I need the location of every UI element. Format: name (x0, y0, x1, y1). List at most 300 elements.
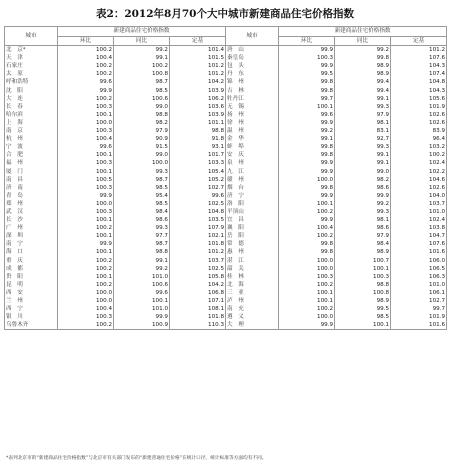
base-cell: 100.2 (391, 151, 447, 159)
mom-cell: 100.3 (58, 208, 114, 216)
yoy-cell: 100.1 (335, 265, 391, 273)
base-cell: 104.2 (170, 78, 226, 86)
yoy-cell: 98.5 (114, 200, 170, 208)
city-cell: 宜 昌 (226, 216, 279, 224)
city-cell: 南 昌 (5, 176, 58, 184)
mom-cell: 100.1 (58, 168, 114, 176)
city-cell: 海 口 (5, 248, 58, 256)
yoy-cell: 99.0 (114, 103, 170, 111)
yoy-cell: 99.8 (335, 54, 391, 62)
yoy-cell: 98.7 (114, 240, 170, 248)
mom-cell: 100.0 (279, 176, 335, 184)
yoy-cell: 99.2 (114, 265, 170, 273)
mom-cell: 99.9 (58, 240, 114, 248)
base-cell: 101.6 (391, 248, 447, 256)
price-index-table (4, 26, 447, 330)
base-cell: 99.7 (391, 305, 447, 313)
yoy-cell: 99.1 (335, 95, 391, 103)
mom-cell: 99.6 (279, 111, 335, 119)
yoy-cell: 98.5 (114, 184, 170, 192)
table-row (5, 257, 447, 265)
base-cell: 106.2 (170, 95, 226, 103)
yoy-cell: 92.7 (335, 135, 391, 143)
base-cell: 91.8 (170, 135, 226, 143)
yoy-cell: 99.1 (114, 54, 170, 62)
col-header-mom-left: 环比 (58, 37, 114, 46)
base-cell: 105.8 (170, 273, 226, 281)
yoy-cell: 98.4 (114, 208, 170, 216)
city-cell: 襄 阳 (226, 224, 279, 232)
city-cell: 九 江 (226, 168, 279, 176)
base-cell: 101.5 (170, 54, 226, 62)
yoy-cell: 100.0 (114, 159, 170, 167)
city-cell: 深 圳 (5, 232, 58, 240)
yoy-cell: 98.9 (335, 297, 391, 305)
base-cell: 108.1 (170, 305, 226, 313)
yoy-cell: 99.1 (335, 151, 391, 159)
yoy-cell: 100.8 (335, 289, 391, 297)
yoy-cell: 97.7 (114, 232, 170, 240)
yoy-cell: 95.4 (114, 192, 170, 200)
yoy-cell: 98.7 (114, 176, 170, 184)
yoy-cell: 91.5 (114, 143, 170, 151)
city-cell: 大 连 (5, 95, 58, 103)
mom-cell: 100.0 (58, 119, 114, 127)
city-cell: 厦 门 (5, 168, 58, 176)
mom-cell: 100.3 (58, 313, 114, 321)
mom-cell: 99.9 (279, 216, 335, 224)
city-cell: 无 锡 (226, 103, 279, 111)
base-cell: 104.8 (170, 208, 226, 216)
city-cell: 天 津 (5, 54, 58, 62)
mom-cell: 100.3 (58, 103, 114, 111)
base-cell: 96.4 (391, 135, 447, 143)
mom-cell: 99.9 (279, 192, 335, 200)
yoy-cell: 100.9 (114, 321, 170, 330)
base-cell: 101.0 (391, 281, 447, 289)
mom-cell: 100.2 (58, 46, 114, 55)
yoy-cell: 98.7 (114, 78, 170, 86)
base-cell: 98.8 (170, 127, 226, 135)
base-cell: 103.6 (170, 103, 226, 111)
city-cell: 昆 明 (5, 281, 58, 289)
mom-cell: 99.6 (58, 78, 114, 86)
base-cell: 107.6 (391, 240, 447, 248)
city-cell: 乌鲁木齐 (5, 321, 58, 330)
table-row (5, 103, 447, 111)
table-row (5, 62, 447, 70)
mom-cell: 100.3 (58, 159, 114, 167)
yoy-cell: 97.9 (114, 127, 170, 135)
table-row (5, 313, 447, 321)
table-title: 表2：2012年8月70个大中城市新建商品住宅价格指数 (96, 8, 354, 20)
base-cell: 103.7 (391, 200, 447, 208)
base-cell: 102.4 (391, 216, 447, 224)
table-body (5, 46, 447, 330)
yoy-cell: 97.9 (335, 232, 391, 240)
table-row (5, 208, 447, 216)
base-cell: 102.4 (391, 159, 447, 167)
mom-cell: 100.1 (279, 103, 335, 111)
yoy-cell: 98.1 (335, 119, 391, 127)
footnote: *表列北京市的“新建商品住宅价格指数”与北京市有关部门发布的“新建普通住宅价格”在统计口径、统计标准等方面均有不同。 (6, 456, 267, 461)
city-cell: 惠 州 (226, 248, 279, 256)
yoy-cell: 99.0 (114, 151, 170, 159)
yoy-cell: 99.3 (114, 168, 170, 176)
yoy-cell: 98.4 (335, 240, 391, 248)
mom-cell: 100.0 (279, 257, 335, 265)
base-cell: 107.4 (391, 70, 447, 78)
yoy-cell: 100.7 (335, 257, 391, 265)
city-cell: 宁 波 (5, 143, 58, 151)
city-cell: 西 宁 (5, 305, 58, 313)
city-header-left: 城市 (5, 27, 58, 46)
yoy-cell: 83.1 (335, 127, 391, 135)
table-row (5, 168, 447, 176)
table-row (5, 289, 447, 297)
col-header-yoy-right: 同比 (335, 37, 391, 46)
mom-cell: 100.1 (58, 248, 114, 256)
base-cell: 93.1 (170, 143, 226, 151)
city-cell: 北 海 (226, 281, 279, 289)
table-row (5, 200, 447, 208)
city-cell: 三 亚 (226, 289, 279, 297)
table-row (5, 151, 447, 159)
mom-cell: 99.9 (58, 192, 114, 200)
mom-cell: 100.1 (279, 200, 335, 208)
yoy-cell: 99.4 (335, 78, 391, 86)
city-cell: 常 德 (226, 240, 279, 248)
city-cell: 呼和浩特 (5, 78, 58, 86)
city-cell: 武 汉 (5, 208, 58, 216)
city-cell: 沈 阳 (5, 87, 58, 95)
yoy-cell: 99.2 (335, 46, 391, 55)
city-cell: 遵 义 (226, 313, 279, 321)
mom-cell: 99.6 (58, 143, 114, 151)
yoy-cell: 98.5 (335, 313, 391, 321)
base-cell: 106.8 (170, 289, 226, 297)
table-row (5, 135, 447, 143)
yoy-cell: 98.8 (114, 111, 170, 119)
city-header-right: 城市 (226, 27, 279, 46)
mom-cell: 99.1 (279, 135, 335, 143)
mom-cell: 99.8 (279, 78, 335, 86)
yoy-cell: 99.2 (335, 200, 391, 208)
city-cell: 成 都 (5, 265, 58, 273)
mom-cell: 99.9 (279, 62, 335, 70)
base-cell: 101.4 (170, 46, 226, 55)
city-cell: 广 州 (5, 224, 58, 232)
base-cell: 101.8 (170, 313, 226, 321)
city-cell: 石家庄 (5, 62, 58, 70)
yoy-cell: 100.2 (114, 62, 170, 70)
city-cell: 泸 州 (226, 297, 279, 305)
mom-cell: 100.2 (58, 62, 114, 70)
base-cell: 101.1 (170, 119, 226, 127)
table-row (5, 70, 447, 78)
yoy-cell: 98.2 (114, 119, 170, 127)
city-cell: 西 安 (5, 289, 58, 297)
table-row (5, 119, 447, 127)
table-row (5, 273, 447, 281)
city-cell: 秦皇岛 (226, 54, 279, 62)
city-cell: 包 头 (226, 62, 279, 70)
yoy-cell: 98.8 (335, 281, 391, 289)
base-cell: 102.2 (391, 168, 447, 176)
mom-cell: 100.4 (58, 305, 114, 313)
mom-cell: 100.1 (58, 273, 114, 281)
base-cell: 101.2 (170, 70, 226, 78)
mom-cell: 100.1 (58, 232, 114, 240)
base-cell: 102.6 (391, 119, 447, 127)
table-row (5, 127, 447, 135)
city-cell: 岳 阳 (226, 232, 279, 240)
yoy-cell: 99.4 (335, 87, 391, 95)
base-cell: 101.7 (170, 151, 226, 159)
base-cell: 105.2 (170, 176, 226, 184)
city-cell: 南 京 (5, 127, 58, 135)
mom-cell: 100.3 (279, 54, 335, 62)
col-header-mom-right: 环比 (279, 37, 335, 46)
base-cell: 103.5 (170, 216, 226, 224)
mom-cell: 100.1 (58, 151, 114, 159)
index-group-header-left: 新建商品住宅价格指数 (58, 27, 226, 37)
base-cell: 101.2 (391, 46, 447, 55)
mom-cell: 99.8 (279, 248, 335, 256)
yoy-cell: 99.3 (335, 103, 391, 111)
yoy-cell: 99.2 (114, 46, 170, 55)
city-cell: 济 宁 (226, 192, 279, 200)
mom-cell: 100.1 (279, 297, 335, 305)
base-cell: 107.9 (170, 224, 226, 232)
city-cell: 北 京* (5, 46, 58, 55)
index-group-header-right: 新建商品住宅价格指数 (279, 27, 447, 37)
base-cell: 102.7 (170, 184, 226, 192)
mom-cell: 99.8 (279, 184, 335, 192)
mom-cell: 100.2 (58, 70, 114, 78)
mom-cell: 99.9 (279, 159, 335, 167)
mom-cell: 100.1 (58, 216, 114, 224)
base-cell: 107.6 (391, 54, 447, 62)
table-row (5, 87, 447, 95)
mom-cell: 100.2 (279, 281, 335, 289)
mom-cell: 99.5 (279, 70, 335, 78)
base-cell: 102.7 (391, 297, 447, 305)
city-cell: 兰 州 (5, 297, 58, 305)
base-cell: 106.1 (391, 289, 447, 297)
mom-cell: 100.2 (58, 95, 114, 103)
mom-cell: 99.8 (279, 87, 335, 95)
base-cell: 105.6 (391, 95, 447, 103)
mom-cell: 100.2 (58, 321, 114, 330)
city-cell: 烟 台 (226, 184, 279, 192)
mom-cell: 100.2 (58, 265, 114, 273)
table-row (5, 143, 447, 151)
base-cell: 105.4 (170, 168, 226, 176)
table-row (5, 78, 447, 86)
table-row (5, 224, 447, 232)
base-cell: 103.8 (391, 224, 447, 232)
yoy-cell: 98.1 (335, 216, 391, 224)
mom-cell: 100.4 (58, 54, 114, 62)
city-cell: 银 川 (5, 313, 58, 321)
mom-cell: 100.2 (58, 257, 114, 265)
table-row (5, 321, 447, 330)
mom-cell: 99.8 (279, 240, 335, 248)
yoy-cell: 100.6 (114, 95, 170, 103)
city-cell: 韶 关 (226, 265, 279, 273)
yoy-cell: 97.9 (335, 111, 391, 119)
base-cell: 104.7 (391, 232, 447, 240)
base-cell: 104.3 (391, 62, 447, 70)
mom-cell: 100.0 (58, 289, 114, 297)
mom-cell: 100.5 (58, 176, 114, 184)
base-cell: 101.9 (391, 313, 447, 321)
city-cell: 太 原 (5, 70, 58, 78)
city-cell: 长 春 (5, 103, 58, 111)
yoy-cell: 99.0 (335, 168, 391, 176)
base-cell: 102.5 (170, 200, 226, 208)
yoy-cell: 99.5 (335, 305, 391, 313)
city-cell: 重 庆 (5, 257, 58, 265)
yoy-cell: 99.3 (335, 143, 391, 151)
city-cell: 贵 阳 (5, 273, 58, 281)
table-row (5, 192, 447, 200)
city-cell: 牡丹江 (226, 95, 279, 103)
city-cell: 温 州 (226, 127, 279, 135)
yoy-cell: 100.1 (114, 297, 170, 305)
mom-cell: 100.3 (279, 273, 335, 281)
mom-cell: 100.3 (58, 184, 114, 192)
base-cell: 101.2 (170, 248, 226, 256)
base-cell: 103.7 (170, 257, 226, 265)
yoy-cell: 99.1 (114, 257, 170, 265)
city-cell: 桂 林 (226, 273, 279, 281)
base-cell: 101.6 (391, 321, 447, 330)
mom-cell: 100.3 (58, 127, 114, 135)
yoy-cell: 99.1 (335, 159, 391, 167)
city-cell: 哈尔滨 (5, 111, 58, 119)
city-cell: 平顶山 (226, 208, 279, 216)
table-row (5, 232, 447, 240)
city-cell: 大 理 (226, 321, 279, 330)
yoy-cell: 99.6 (114, 289, 170, 297)
city-cell: 青 岛 (5, 192, 58, 200)
city-cell: 福 州 (5, 159, 58, 167)
base-cell: 103.9 (170, 111, 226, 119)
mom-cell: 99.2 (279, 127, 335, 135)
city-cell: 郑 州 (5, 200, 58, 208)
base-cell: 101.8 (170, 240, 226, 248)
mom-cell: 99.9 (279, 46, 335, 55)
city-cell: 南 充 (226, 305, 279, 313)
mom-cell: 99.8 (279, 151, 335, 159)
base-cell: 106.0 (391, 257, 447, 265)
base-cell: 104.3 (391, 87, 447, 95)
mom-cell: 99.7 (279, 95, 335, 103)
mom-cell: 99.9 (279, 119, 335, 127)
table-row (5, 240, 447, 248)
table-row (5, 265, 447, 273)
mom-cell: 100.2 (58, 281, 114, 289)
base-cell: 110.3 (170, 321, 226, 330)
table-row (5, 159, 447, 167)
table-row (5, 297, 447, 305)
mom-cell: 100.0 (58, 200, 114, 208)
yoy-cell: 101.0 (114, 305, 170, 313)
city-cell: 南 宁 (5, 240, 58, 248)
mom-cell: 99.8 (279, 143, 335, 151)
base-cell: 103.3 (170, 159, 226, 167)
city-cell: 锦 州 (226, 78, 279, 86)
mom-cell: 100.4 (279, 224, 335, 232)
yoy-cell: 98.8 (114, 248, 170, 256)
city-cell: 上 海 (5, 119, 58, 127)
city-cell: 长 沙 (5, 216, 58, 224)
mom-cell: 100.2 (58, 224, 114, 232)
yoy-cell: 99.3 (335, 208, 391, 216)
table-row (5, 305, 447, 313)
col-header-base-right: 定基 (391, 37, 447, 46)
mom-cell: 100.2 (279, 305, 335, 313)
mom-cell: 100.0 (279, 265, 335, 273)
yoy-cell: 98.9 (335, 70, 391, 78)
mom-cell: 99.9 (58, 87, 114, 95)
base-cell: 102.6 (391, 111, 447, 119)
table-row (5, 95, 447, 103)
mom-cell: 100.1 (58, 111, 114, 119)
base-cell: 104.0 (391, 192, 447, 200)
base-cell: 101.9 (391, 103, 447, 111)
table-row (5, 248, 447, 256)
base-cell: 99.6 (170, 192, 226, 200)
city-cell: 济 南 (5, 184, 58, 192)
mom-cell: 100.1 (279, 289, 335, 297)
city-cell: 徐 州 (226, 119, 279, 127)
table-row (5, 281, 447, 289)
table-row (5, 46, 447, 55)
yoy-cell: 99.9 (114, 313, 170, 321)
yoy-cell: 100.3 (335, 273, 391, 281)
base-cell: 102.5 (170, 265, 226, 273)
base-cell: 83.9 (391, 127, 447, 135)
yoy-cell: 99.9 (335, 192, 391, 200)
base-cell: 104.8 (391, 78, 447, 86)
base-cell: 106.5 (391, 265, 447, 273)
mom-cell: 100.0 (58, 297, 114, 305)
base-cell: 102.6 (391, 184, 447, 192)
table-row (5, 54, 447, 62)
mom-cell: 99.9 (279, 321, 335, 330)
mom-cell: 99.9 (279, 168, 335, 176)
yoy-cell: 98.2 (335, 176, 391, 184)
mom-cell: 100.0 (279, 313, 335, 321)
yoy-cell: 98.6 (335, 224, 391, 232)
base-cell: 101.2 (170, 62, 226, 70)
yoy-cell: 98.9 (335, 248, 391, 256)
city-cell: 合 肥 (5, 151, 58, 159)
city-cell: 赣 州 (226, 176, 279, 184)
yoy-cell: 90.9 (114, 135, 170, 143)
city-cell: 湛 江 (226, 257, 279, 265)
yoy-cell: 100.6 (114, 281, 170, 289)
base-cell: 101.0 (391, 208, 447, 216)
city-cell: 唐 山 (226, 46, 279, 55)
yoy-cell: 101.0 (114, 273, 170, 281)
city-cell: 扬 州 (226, 111, 279, 119)
col-header-base-left: 定基 (170, 37, 226, 46)
table-row (5, 111, 447, 119)
